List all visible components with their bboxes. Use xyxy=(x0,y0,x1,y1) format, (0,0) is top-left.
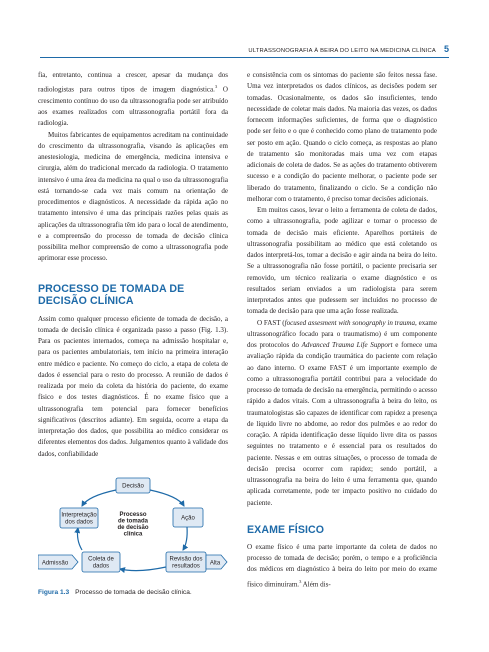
citation-superscript: 3 xyxy=(299,578,302,584)
node-alta-label: Alta xyxy=(209,560,221,567)
node-coleta-label-1: Coleta de xyxy=(88,556,114,563)
node-admissao-label: Admissão xyxy=(41,560,69,567)
citation-superscript: 3 xyxy=(214,84,218,90)
paragraph: e consistência com os sintomas do paciente são feitos nessa fase. Uma vez interpretados os dados clínicos, as decisões podem ser tomadas. Ocasionalmente, os dados são insuficientes, tendo necessidade de coletar mais dados. Na maioria das vezes, os dados fornecem informações suficientes, de forma que o diagnóstico pode ser feito e o que é conhecido como plano de tratamento pode ser posto em ação. Quando o ciclo começa, as respostas ao plano de tratamento são monitoradas mais uma vez com etapas adicionais de coleta de dados. Se as ações do tratamento obtiverem sucesso e a condição do paciente melhorar, o paciente pode ser liberado do tratamento, finalizando o ciclo. Se a condição não melhorar com o tratamento, é preciso tomar decisões adicionais. xyxy=(247,71,437,203)
cycle-arrow xyxy=(78,528,83,550)
node-revisao-label-2: resultados xyxy=(172,563,200,570)
running-header xyxy=(40,40,449,58)
node-acao-label: Ação xyxy=(181,515,195,522)
figure-decision-cycle xyxy=(38,474,228,586)
right-column xyxy=(247,70,437,590)
figure-label: Figura 1.3 xyxy=(38,588,70,596)
page-number: 5 xyxy=(443,44,449,54)
paragraph: Assim como qualquer processo eficiente de tomada de decisão, a tomada de decisão clínica é organizada passo a passo (Fig. 1.3). Para os pacientes internados, começa na admissão hospitalar e, para os pacientes ambulatoriais, tem início na primeira interação entre médico e paciente. No começo do ciclo, a etapa de coleta de dados é essencial para o resto do processo. A reunião de dados é realizada por meio da coleta da história do paciente, do exame físico e dos testes diagnósticos. É no exame físico que a ultrassonografia tem potencial para fornecer benefícios significativos (descritos adiante). Em seguida, ocorre a etapa da interpretação dos dados, que possibilita ao médico considerar os diferentes elementos dos dados. Julgamentos quanto à validade dos dados, confiabilidade xyxy=(38,314,228,458)
paragraph: fia, entretanto, continua a crescer, apesar da mudança dos radiologistas para outros tipos de imagem diagnóstica.$^3$ O crescimento contínuo do uso da ultrassonografia pode ser atribuído aos exames realizados com ultrassonografia portátil fora da radiologia. xyxy=(38,71,228,128)
cycle-arrow xyxy=(120,567,166,571)
figure-caption-text: Processo de tomada de decisão clínica. xyxy=(75,588,192,596)
paragraph: O exame físico é uma parte importante da coleta de dados no processo de tomada de decisão; porém, o tempo e a proficiência dos médicos em diagnóstico à beira do leito por meio do exame físico diminuíram.$^3$ Além dis- xyxy=(247,542,437,588)
section-heading: PROCESSO DE TOMADA DE DECISÃO CLÍNICA xyxy=(38,282,185,307)
figure-caption xyxy=(38,588,228,597)
cycle-arrow xyxy=(183,527,187,550)
node-revisao-label-1: Revisão dos xyxy=(169,556,203,563)
node-interpretacao-label-1: Interpretação xyxy=(61,512,97,519)
node-decisao-label: Decisão xyxy=(122,483,144,490)
decision-cycle-diagram xyxy=(38,474,228,586)
node-coleta-label-2: dados xyxy=(92,563,110,570)
paragraph: Muitos fabricantes de equipamentos acreditam na continuidade do crescimento da ultrassonografia, visando às aplicações em anestesiologia, medicina de emergência, medicina intensiva e cirurgia, além do tradicional mercado da radiologia. O tratamento intensivo é uma área da medicina na qual o uso da ultrassonografia está tornando-se cada vez mais comum na orientação de procedimentos e diagnósticos. A necessidade da rápida ação no tratamento intensivo é uma das principais razões pelas quais as aplicações da ultrassonografia têm ido para o local de atendimento, e a compreensão do processo de tomada de decisão clínica possibilita melhor compreensão de como a ultrassonografia pode aprimorar esse processo. xyxy=(38,130,228,263)
left-column xyxy=(38,70,228,597)
section-heading: EXAME FÍSICO xyxy=(247,523,325,536)
node-interpretacao-label-2: dos dados xyxy=(65,519,93,526)
center-label-1: Processo xyxy=(119,511,147,518)
running-title: ULTRASSONOGRAFIA À BEIRA DO LEITO NA MEDICINA CLÍNICA xyxy=(248,48,436,54)
center-label-2: de tomada xyxy=(117,518,149,525)
paragraph: O FAST (focused assesment with sonography in trauma, exame ultrassonográfico focado para o traumatismo) é um componente dos protocolos do Advanced Trauma Life Support e fornece uma avaliação rápida da condição traumática do paciente com relação ao dano interno. O exame FAST é um importante exemplo de como a ultrassonografia portátil contribui para a velocidade do processo de tomada de decisão na emergência, permitindo o acesso rápido a dados vitais. Com a ultrassonografia à beira do leito, os traumatologistas são capazes de identificar com rapidez a presença de líquido livre no abdome, ao redor dos pulmões e ao redor do coração. A rápida identificação desse líquido livre dita os passos seguintes no tratamento e é essencial para os resultados do paciente. Nessas e em outras situações, o processo de tomada de decisão precisa ocorrer com rapidez; sendo portátil, a ultrassonografia na beira do leito é uma ferramenta que, quando aplicada corretamente, pode ter impacto positivo no cuidado do paciente. xyxy=(247,318,438,507)
center-label-3: de decisão xyxy=(117,524,149,531)
paragraph: Em muitos casos, levar o leito a ferramenta de coleta de dados, como a ultrassonografia, pode agilizar e tornar o processo de tomada de decisão mais eficiente. Aparelhos portáteis de ultrassonografia possibilitam ao médico que está coletando os dados interpretá-los, tomar a decisão e agir ainda na beira do leito. Se a ultrassonografia não fosse portátil, o paciente precisaria ser removido, um técnico realizaria o exame diagnóstico e os resultados seriam enviados a um radiologista para serem interpretados antes que pudessem ser incluídos no processo de tomada de decisão para que uma ação fosse realizada. xyxy=(247,206,437,316)
cycle-arrow xyxy=(82,490,116,506)
center-label-4: clínica xyxy=(123,531,143,538)
cycle-arrow xyxy=(150,490,184,506)
